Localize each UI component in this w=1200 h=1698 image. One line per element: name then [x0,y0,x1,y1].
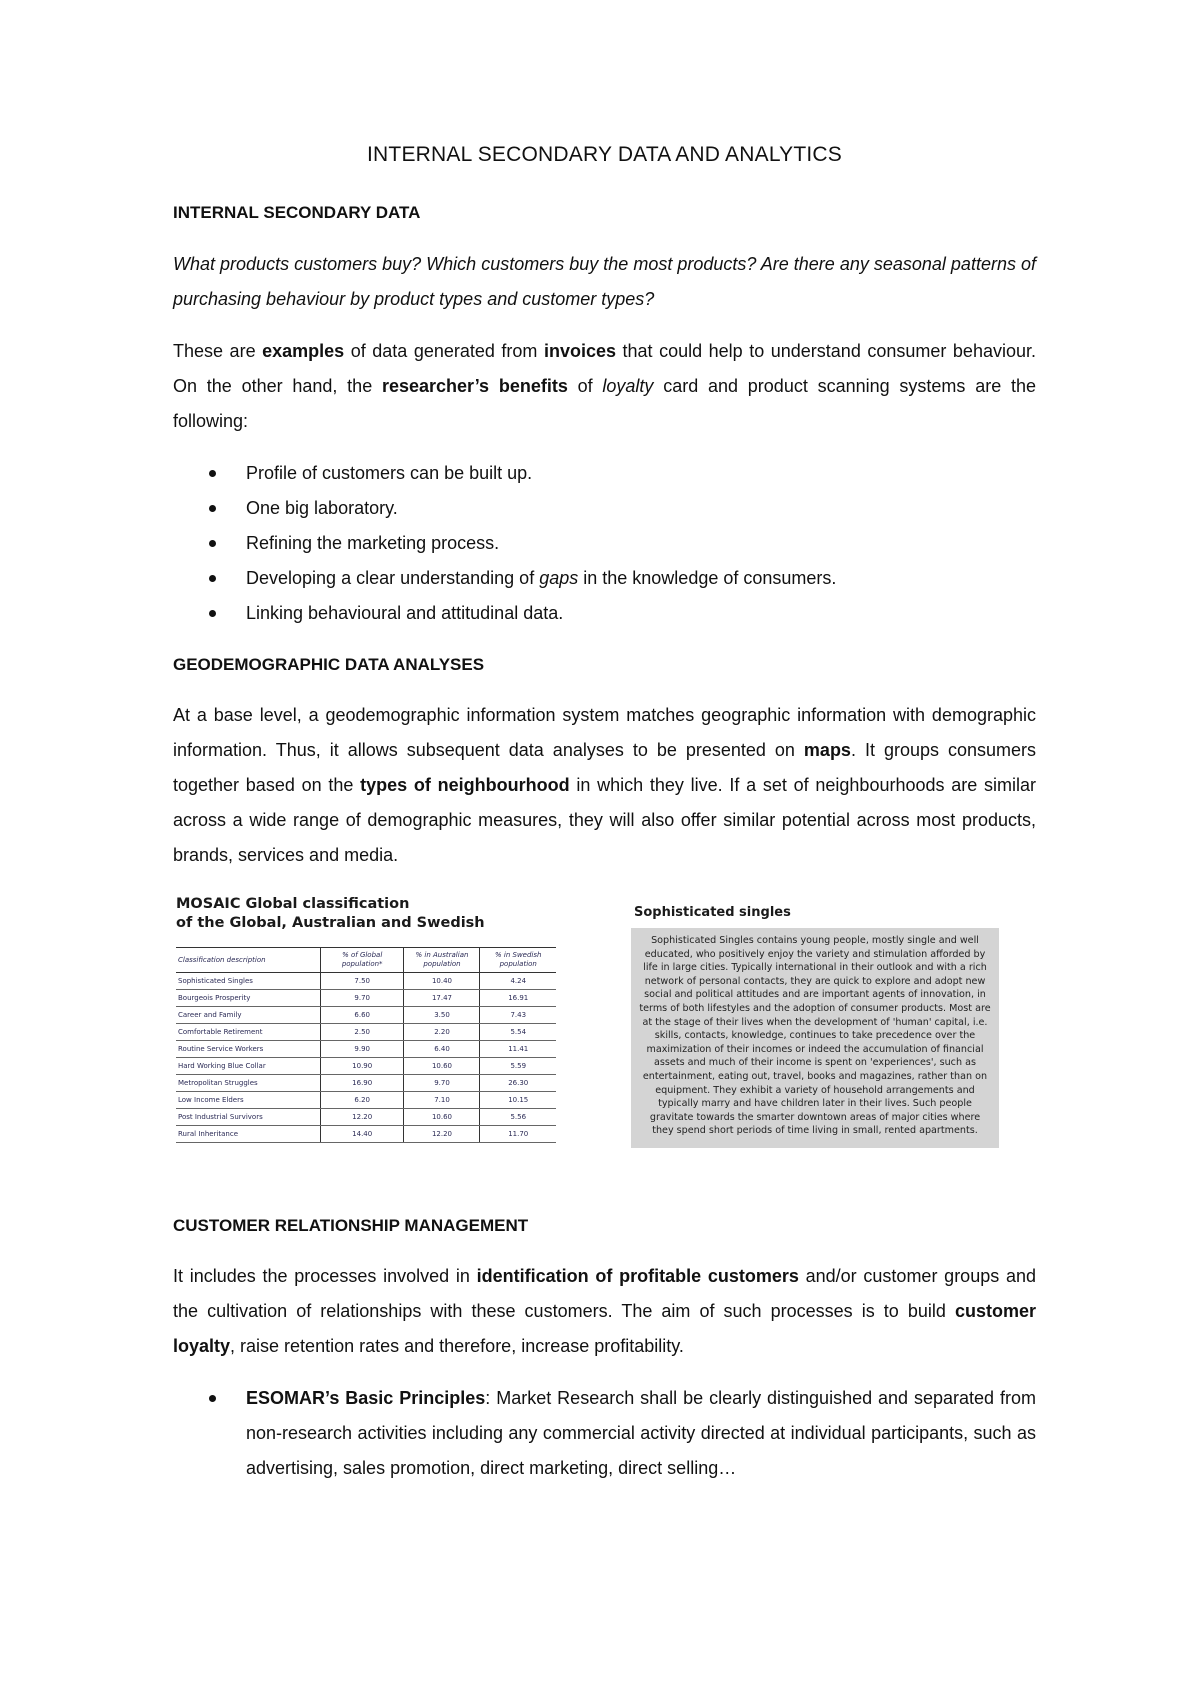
text-run: that could help to understand consumer behaviour. On the other hand, the [173,341,1036,396]
table-cell: 7.10 [404,1092,480,1109]
table-row [176,1007,556,1024]
table-cell: 4.24 [480,973,556,990]
figure-description: Sophisticated Singles contains young people, mostly single and well educated, who positively enjoy the variety and stimulation afforded by life in large cities. Typically international in their outlook and with a rich network of personal contacts, they are quick to explore and adopt new social and political attitudes and are important agents of innovation, in terms of both lifestyles and the adoption of consumer products. Most are at the stage of their lives when the development of 'human' capital, i.e. skills, contacts, knowledge, continues to take precedence over the maximization of their incomes or indeed the accumulation of financial assets and much of their income is spent on 'experiences', such as entertainment, eating out, travel, books and magazines, rather than on equipment. They exhibit a variety of household arrangements and typically marry and have children later in their lives. Such people gravitate towards the smarter downtown areas of major cities where they spend short periods of time living in small, rented apartments. [631,928,999,1148]
table-cell: 12.20 [320,1109,404,1126]
table-cell: Low Income Elders [176,1092,320,1109]
text-run: It includes the processes involved in [173,1266,477,1286]
emphasis-types-of-neighbourhood: types of neighbourhood [360,775,570,795]
text-run: card and product scanning systems are the following: [173,376,1036,431]
table-cell: 7.50 [320,973,404,990]
figure-title-line: MOSAIC Global classification [176,896,410,912]
text-run: of [567,376,603,396]
sophisticated-singles-figure [631,905,999,1148]
list-item-text: Linking behavioural and attitudinal data. [246,603,564,623]
text-run: in which they live. If a set of neighbourhoods are similar across a wide range of demographic measures, they will also offer similar potential across most products, brands, services and media. [173,775,1037,865]
table-cell: 9.90 [320,1041,404,1058]
table-cell: 5.54 [480,1024,556,1041]
esomar-list [173,1381,1036,1486]
table-cell: 16.91 [480,990,556,1007]
table-cell: Rural Inheritance [176,1126,320,1143]
table-cell: Routine Service Workers [176,1041,320,1058]
benefits-list [173,456,1036,631]
bullet-icon [209,1395,216,1402]
table-cell: 2.50 [320,1024,404,1041]
emphasis-maps: maps [803,740,851,760]
table-header: % of Global population* [320,948,404,973]
table-cell: 11.70 [480,1126,556,1143]
section-heading-internal-secondary-data: INTERNAL SECONDARY DATA [173,203,421,222]
table-cell: Sophisticated Singles [176,973,320,990]
table-cell: 10.15 [480,1092,556,1109]
emphasis-esomar: ESOMAR’s Basic Principles [246,1388,486,1408]
table-row [176,1024,556,1041]
table-cell: 16.90 [320,1075,404,1092]
table-cell: 5.56 [480,1109,556,1126]
table-cell: Metropolitan Struggles [176,1075,320,1092]
bullet-icon [209,575,216,582]
figure-title-line: of the Global, Australian and Swedish [176,915,485,931]
table-cell: Hard Working Blue Collar [176,1058,320,1075]
table-cell: 5.59 [480,1058,556,1075]
table-cell: Career and Family [176,1007,320,1024]
table-cell: 6.20 [320,1092,404,1109]
text-run: . It groups consumers together based on the [173,740,1036,795]
table-row [176,1126,556,1143]
table-header-row [176,948,556,973]
table-cell: 26.30 [480,1075,556,1092]
table-body [176,973,556,1143]
list-item [173,561,1036,596]
table-row [176,1092,556,1109]
figure-title: Sophisticated singles [634,905,791,920]
table-cell: 10.60 [404,1058,480,1075]
table-cell: 12.20 [404,1126,480,1143]
list-item [173,456,1036,491]
table-cell: Comfortable Retirement [176,1024,320,1041]
table-cell: 9.70 [404,1075,480,1092]
table-row [176,1075,556,1092]
table-header: % in Australian population [404,948,480,973]
list-item-text: Refining the marketing process. [246,533,500,553]
text-run: and/or customer groups and the cultivation of relationships with these customers. The aim of such processes is to build [173,1266,1036,1321]
table-row [176,973,556,990]
bullet-icon [209,610,216,617]
list-item-text: Profile of customers can be built up. [246,463,533,483]
geodemographic-paragraph [173,698,1036,873]
list-item [173,596,1036,631]
emphasis-invoices: invoices [543,341,616,361]
list-item [173,491,1036,526]
section-heading-geodemographic: GEODEMOGRAPHIC DATA ANALYSES [173,655,485,674]
crm-paragraph [173,1259,1036,1364]
table-cell: 6.60 [320,1007,404,1024]
page-title: INTERNAL SECONDARY DATA AND ANALYTICS [367,143,842,166]
table-row [176,990,556,1007]
emphasis-profitable-customers: identification of profitable customers [476,1266,799,1286]
emphasis-gaps: gaps [539,568,579,588]
list-item [173,1381,1036,1486]
table-row [176,1041,556,1058]
table-cell: 6.40 [404,1041,480,1058]
bullet-icon [209,470,216,477]
bullet-icon [209,505,216,512]
text-run: At a base level, a geodemographic information system matches geographic information with demographic information. Thus, it allows subsequent data analyses to be presented on [173,705,1036,760]
emphasis-loyalty: loyalty [602,376,654,396]
text-run: of data generated from [344,341,544,361]
table-cell: 3.50 [404,1007,480,1024]
text-run: , raise retention rates and therefore, increase profitability. [230,1336,684,1356]
list-item-text: One big laboratory. [246,498,398,518]
emphasis-customer-loyalty: customer loyalty [173,1301,1036,1356]
table-cell: 17.47 [404,990,480,1007]
list-item-text: in the knowledge of consumers. [578,568,837,588]
table-cell: 14.40 [320,1126,404,1143]
section-heading-crm: CUSTOMER RELATIONSHIP MANAGEMENT [173,1216,529,1235]
table-header: Classification description [176,948,320,973]
table-row [176,1058,556,1075]
table-cell: 7.43 [480,1007,556,1024]
table-cell: 10.90 [320,1058,404,1075]
table-cell: 9.70 [320,990,404,1007]
mosaic-table [176,947,556,1143]
emphasis-researchers-benefits: researcher’s benefits [381,376,568,396]
list-item-text: Developing a clear understanding of [246,568,540,588]
mosaic-figure [176,895,556,1145]
figure-title [176,895,556,933]
text-run: These are [173,341,263,361]
table-cell: 10.60 [404,1109,480,1126]
questions-paragraph: What products customers buy? Which customers buy the most products? Are there any seasonal patterns of purchasing behaviour by product types and customer types? [173,254,1036,309]
table-header: % in Swedish population [480,948,556,973]
table-cell: 11.41 [480,1041,556,1058]
list-item [173,526,1036,561]
table-cell: Bourgeois Prosperity [176,990,320,1007]
bullet-icon [209,540,216,547]
emphasis-examples: examples [262,341,345,361]
invoices-paragraph [173,334,1036,439]
list-item-text: : Market Research shall be clearly distinguished and separated from non-research activities including any commercial activity directed at individual participants, such as advertising, sales promotion, direct marketing, direct selling… [246,1388,1036,1478]
table-cell: 2.20 [404,1024,480,1041]
table-cell: Post Industrial Survivors [176,1109,320,1126]
table-cell: 10.40 [404,973,480,990]
table-row [176,1109,556,1126]
